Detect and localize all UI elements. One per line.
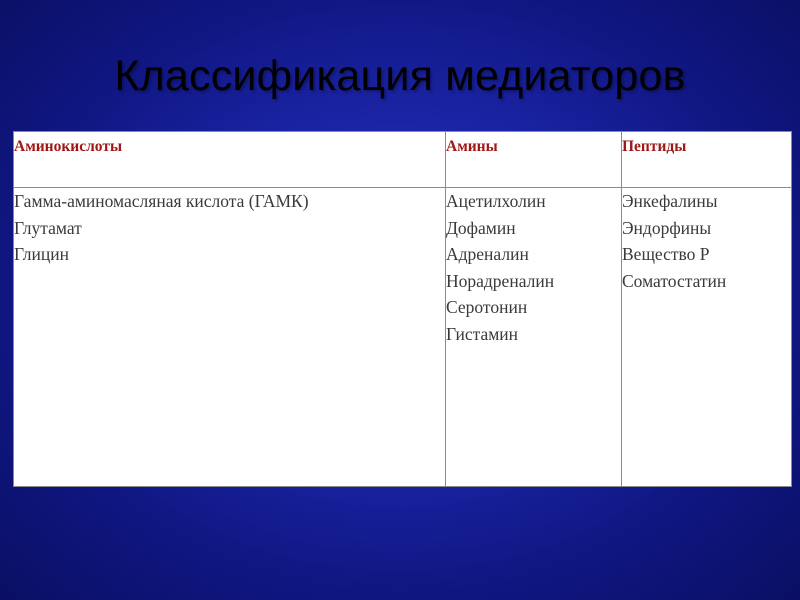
list-item: Энкефалины [622, 191, 718, 211]
amino-acids-cell [14, 188, 446, 487]
list-item: Глутамат [14, 217, 82, 238]
list-item: Эндорфины [622, 217, 712, 238]
table-row [14, 188, 792, 487]
list-item: Ацетилхолин [446, 191, 546, 211]
list-item: Соматостатин [622, 270, 727, 291]
list-item: Гамма-аминомасляная кислота (ГАМК) [14, 191, 309, 211]
list-item: Адреналин [446, 244, 529, 265]
header-peptides: Пептиды [622, 132, 792, 188]
slide-title: Классификация медиаторов [114, 52, 686, 100]
table-header-row [14, 132, 792, 188]
header-amino-acids: Аминокислоты [14, 132, 446, 188]
peptides-cell [622, 188, 792, 487]
list-item: Глицин [14, 244, 69, 265]
list-item: Дофамин [446, 217, 516, 238]
list-item: Гистамин [446, 323, 519, 344]
list-item: Серотонин [446, 297, 528, 318]
amines-cell [446, 188, 622, 487]
mediators-table [13, 131, 792, 487]
list-item: Вещество Р [622, 244, 710, 265]
header-amines: Амины [446, 132, 622, 188]
list-item: Норадреналин [446, 270, 555, 291]
